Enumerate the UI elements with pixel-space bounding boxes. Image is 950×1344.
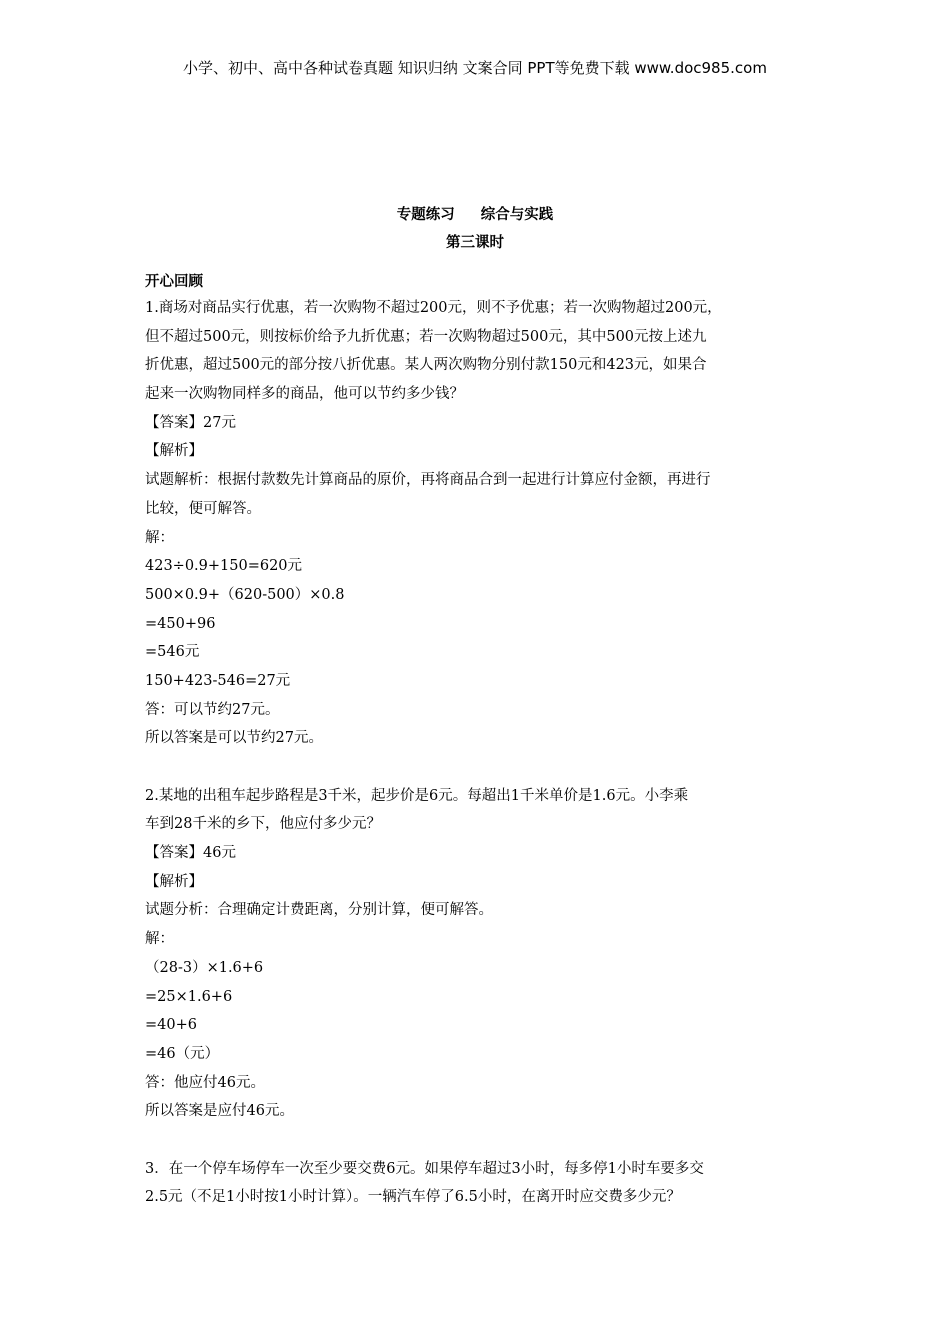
main-title-right: 综合与实践: [480, 207, 554, 223]
question-1: [145, 294, 810, 753]
solution-line: （28-3）×1.6+6: [145, 959, 264, 976]
analysis-line: 试题解析：根据付款数先计算商品的原价，再将商品合到一起进行计算应付金额，再进行: [145, 472, 711, 489]
question-text-line: 2.5元（不足1小时按1小时计算）。一辆汽车停了6.5小时，在离开时应交费多少元？: [145, 1189, 681, 1206]
question-3: [145, 1155, 810, 1212]
question-text-line: 起来一次购物同样多的商品，他可以节约多少钱？: [145, 386, 464, 403]
solution-line: =25×1.6+6: [145, 988, 233, 1005]
solution-line: 所以答案是应付46元。: [145, 1103, 294, 1120]
solution-line: =46（元）: [145, 1045, 220, 1062]
analysis-line: 比较，便可解答。: [145, 500, 261, 517]
site-header-text: 小学、初中、高中各种试卷真题 知识归纳 文案合同 PPT等免费下载 www.doc985.com: [183, 59, 767, 77]
document-title: [0, 204, 950, 260]
main-title-left: 专题练习: [396, 207, 455, 223]
question-text-line: 3．在一个停车场停车一次至少要交费6元。如果停车超过3小时，每多停1小时车要多交: [145, 1160, 704, 1177]
answer-line: 【答案】46元: [145, 845, 236, 862]
solution-line: =546元: [145, 644, 200, 661]
question-text-line: 车到28千米的乡下，他应付多少元？: [145, 816, 381, 833]
site-header: [0, 57, 950, 79]
solution-line: 所以答案是可以节约27元。: [145, 730, 323, 747]
main-title: [0, 204, 950, 232]
question-text-line: 1.商场对商品实行优惠，若一次购物不超过200元，则不予优惠；若一次购物超过200元，: [145, 300, 722, 316]
solution-line: =40+6: [145, 1017, 197, 1034]
solution-line: 500×0.9+（620-500）×0.8: [145, 586, 345, 603]
question-text-line: 2.某地的出租车起步路程是3千米，起步价是6元。每超出1千米单价是1.6元。小李乘: [145, 787, 689, 804]
analysis-label: 【解析】: [145, 873, 203, 890]
sub-title: 第三课时: [446, 235, 504, 251]
answer-line: 【答案】27元: [145, 414, 236, 431]
section-heading: 开心回顾: [145, 274, 203, 290]
solution-line: 423÷0.9+150=620元: [145, 558, 303, 575]
solution-line: 150+423-546=27元: [145, 672, 291, 689]
solution-line: 解：: [145, 931, 174, 948]
analysis-label: 【解析】: [145, 443, 203, 460]
solution-line: 答：可以节约27元。: [145, 701, 280, 718]
solution-line: 解：: [145, 529, 174, 546]
solution-line: 答：他应付46元。: [145, 1074, 265, 1091]
analysis-line: 试题分析：合理确定计费距离，分别计算，便可解答。: [145, 902, 493, 919]
question-text-line: 折优惠，超过500元的部分按八折优惠。某人两次购物分别付款150元和423元，如果合: [145, 357, 707, 374]
solution-line: =450+96: [145, 615, 216, 632]
document-body: [145, 270, 810, 1212]
question-2: [145, 782, 810, 1126]
question-text-line: 但不超过500元，则按标价给予九折优惠；若一次购物超过500元，其中500元按上述九: [145, 328, 707, 345]
